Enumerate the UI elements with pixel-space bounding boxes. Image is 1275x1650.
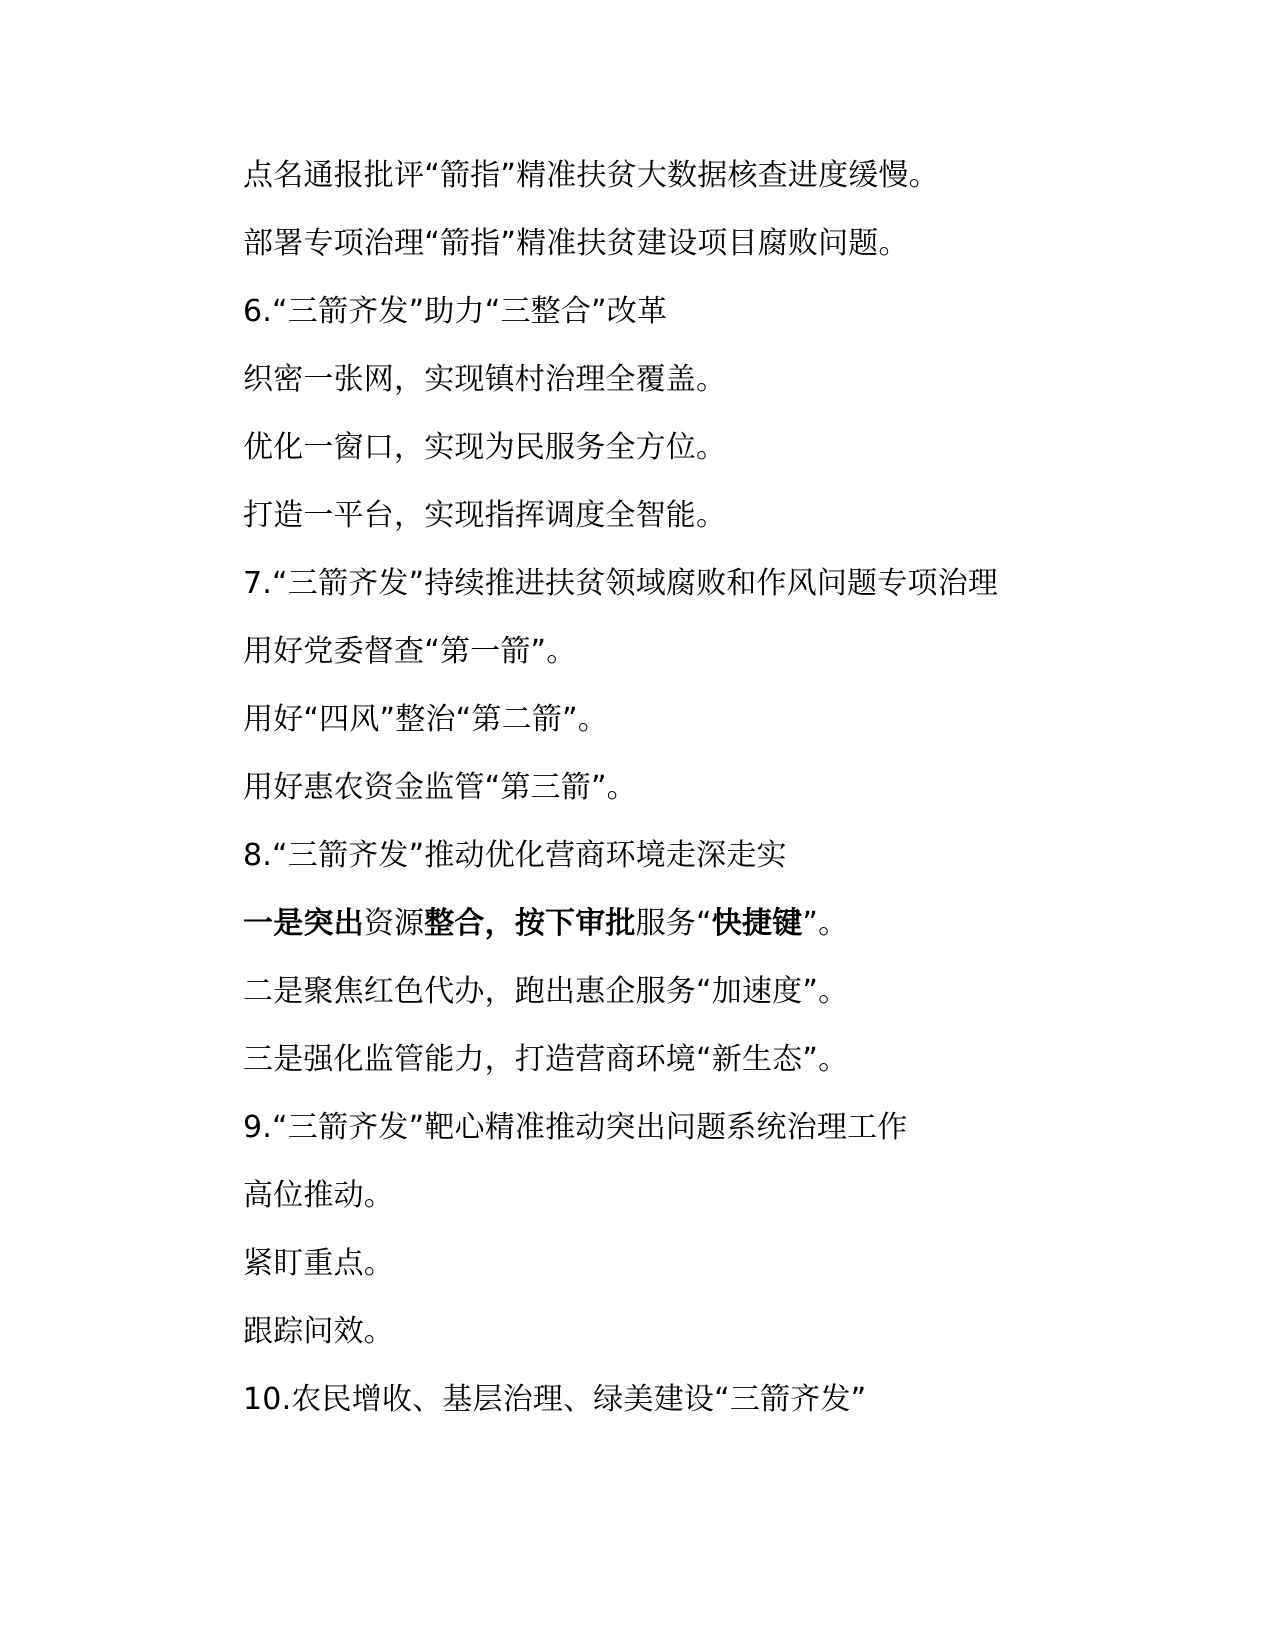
text-line-10: 用好惠农资金监管“第三箭”。 [243, 770, 637, 805]
text-line-13: 二是聚焦红色代办，跑出惠企服务“加速度”。 [243, 974, 849, 1009]
text-line-14: 三是强化监管能力，打造营商环境“新生态”。 [243, 1042, 849, 1077]
text-line-17: 紧盯重点。 [243, 1246, 394, 1281]
section-heading-10: 10.农民增收、基层治理、绿美建设“三箭齐发” [243, 1382, 867, 1417]
text-bold-segment: 整合， [424, 906, 515, 941]
text-segment: ”。 [802, 906, 849, 941]
text-line-16: 高位推动。 [243, 1178, 394, 1213]
text-segment: 服务 [635, 906, 697, 941]
section-heading-6: 6.“三箭齐发”助力“三整合”改革 [243, 294, 668, 329]
text-bold-segment: 一是突出 [243, 906, 364, 941]
text-bold-segment: 按下审批 [514, 906, 636, 941]
text-line-18: 跟踪问效。 [243, 1314, 394, 1349]
text-line-12-mixed [243, 898, 1223, 966]
text-segment: “ [696, 906, 712, 941]
text-bold-segment: 快捷键 [711, 906, 803, 941]
section-heading-9: 9.“三箭齐发”靶心精准推动突出问题系统治理工作 [243, 1110, 908, 1145]
text-segment: 资源 [363, 906, 425, 941]
text-line-6: 打造一平台，实现指挥调度全智能。 [243, 498, 727, 533]
section-heading-8: 8.“三箭齐发”推动优化营商环境走深走实 [243, 838, 787, 873]
text-line-9: 用好“四风”整治“第二箭”。 [243, 702, 608, 737]
text-line-8: 用好党委督查“第一箭”。 [243, 634, 577, 669]
text-line-1: 点名通报批评“箭指”精准扶贫大数据核查进度缓慢。 [243, 158, 939, 193]
section-heading-7: 7.“三箭齐发”持续推进扶贫领域腐败和作风问题专项治理 [243, 566, 999, 601]
text-line-2: 部署专项治理“箭指”精准扶贫建设项目腐败问题。 [243, 226, 909, 261]
document-body [243, 150, 1223, 1442]
text-line-4: 织密一张网，实现镇村治理全覆盖。 [243, 362, 727, 397]
text-line-5: 优化一窗口，实现为民服务全方位。 [243, 430, 727, 465]
